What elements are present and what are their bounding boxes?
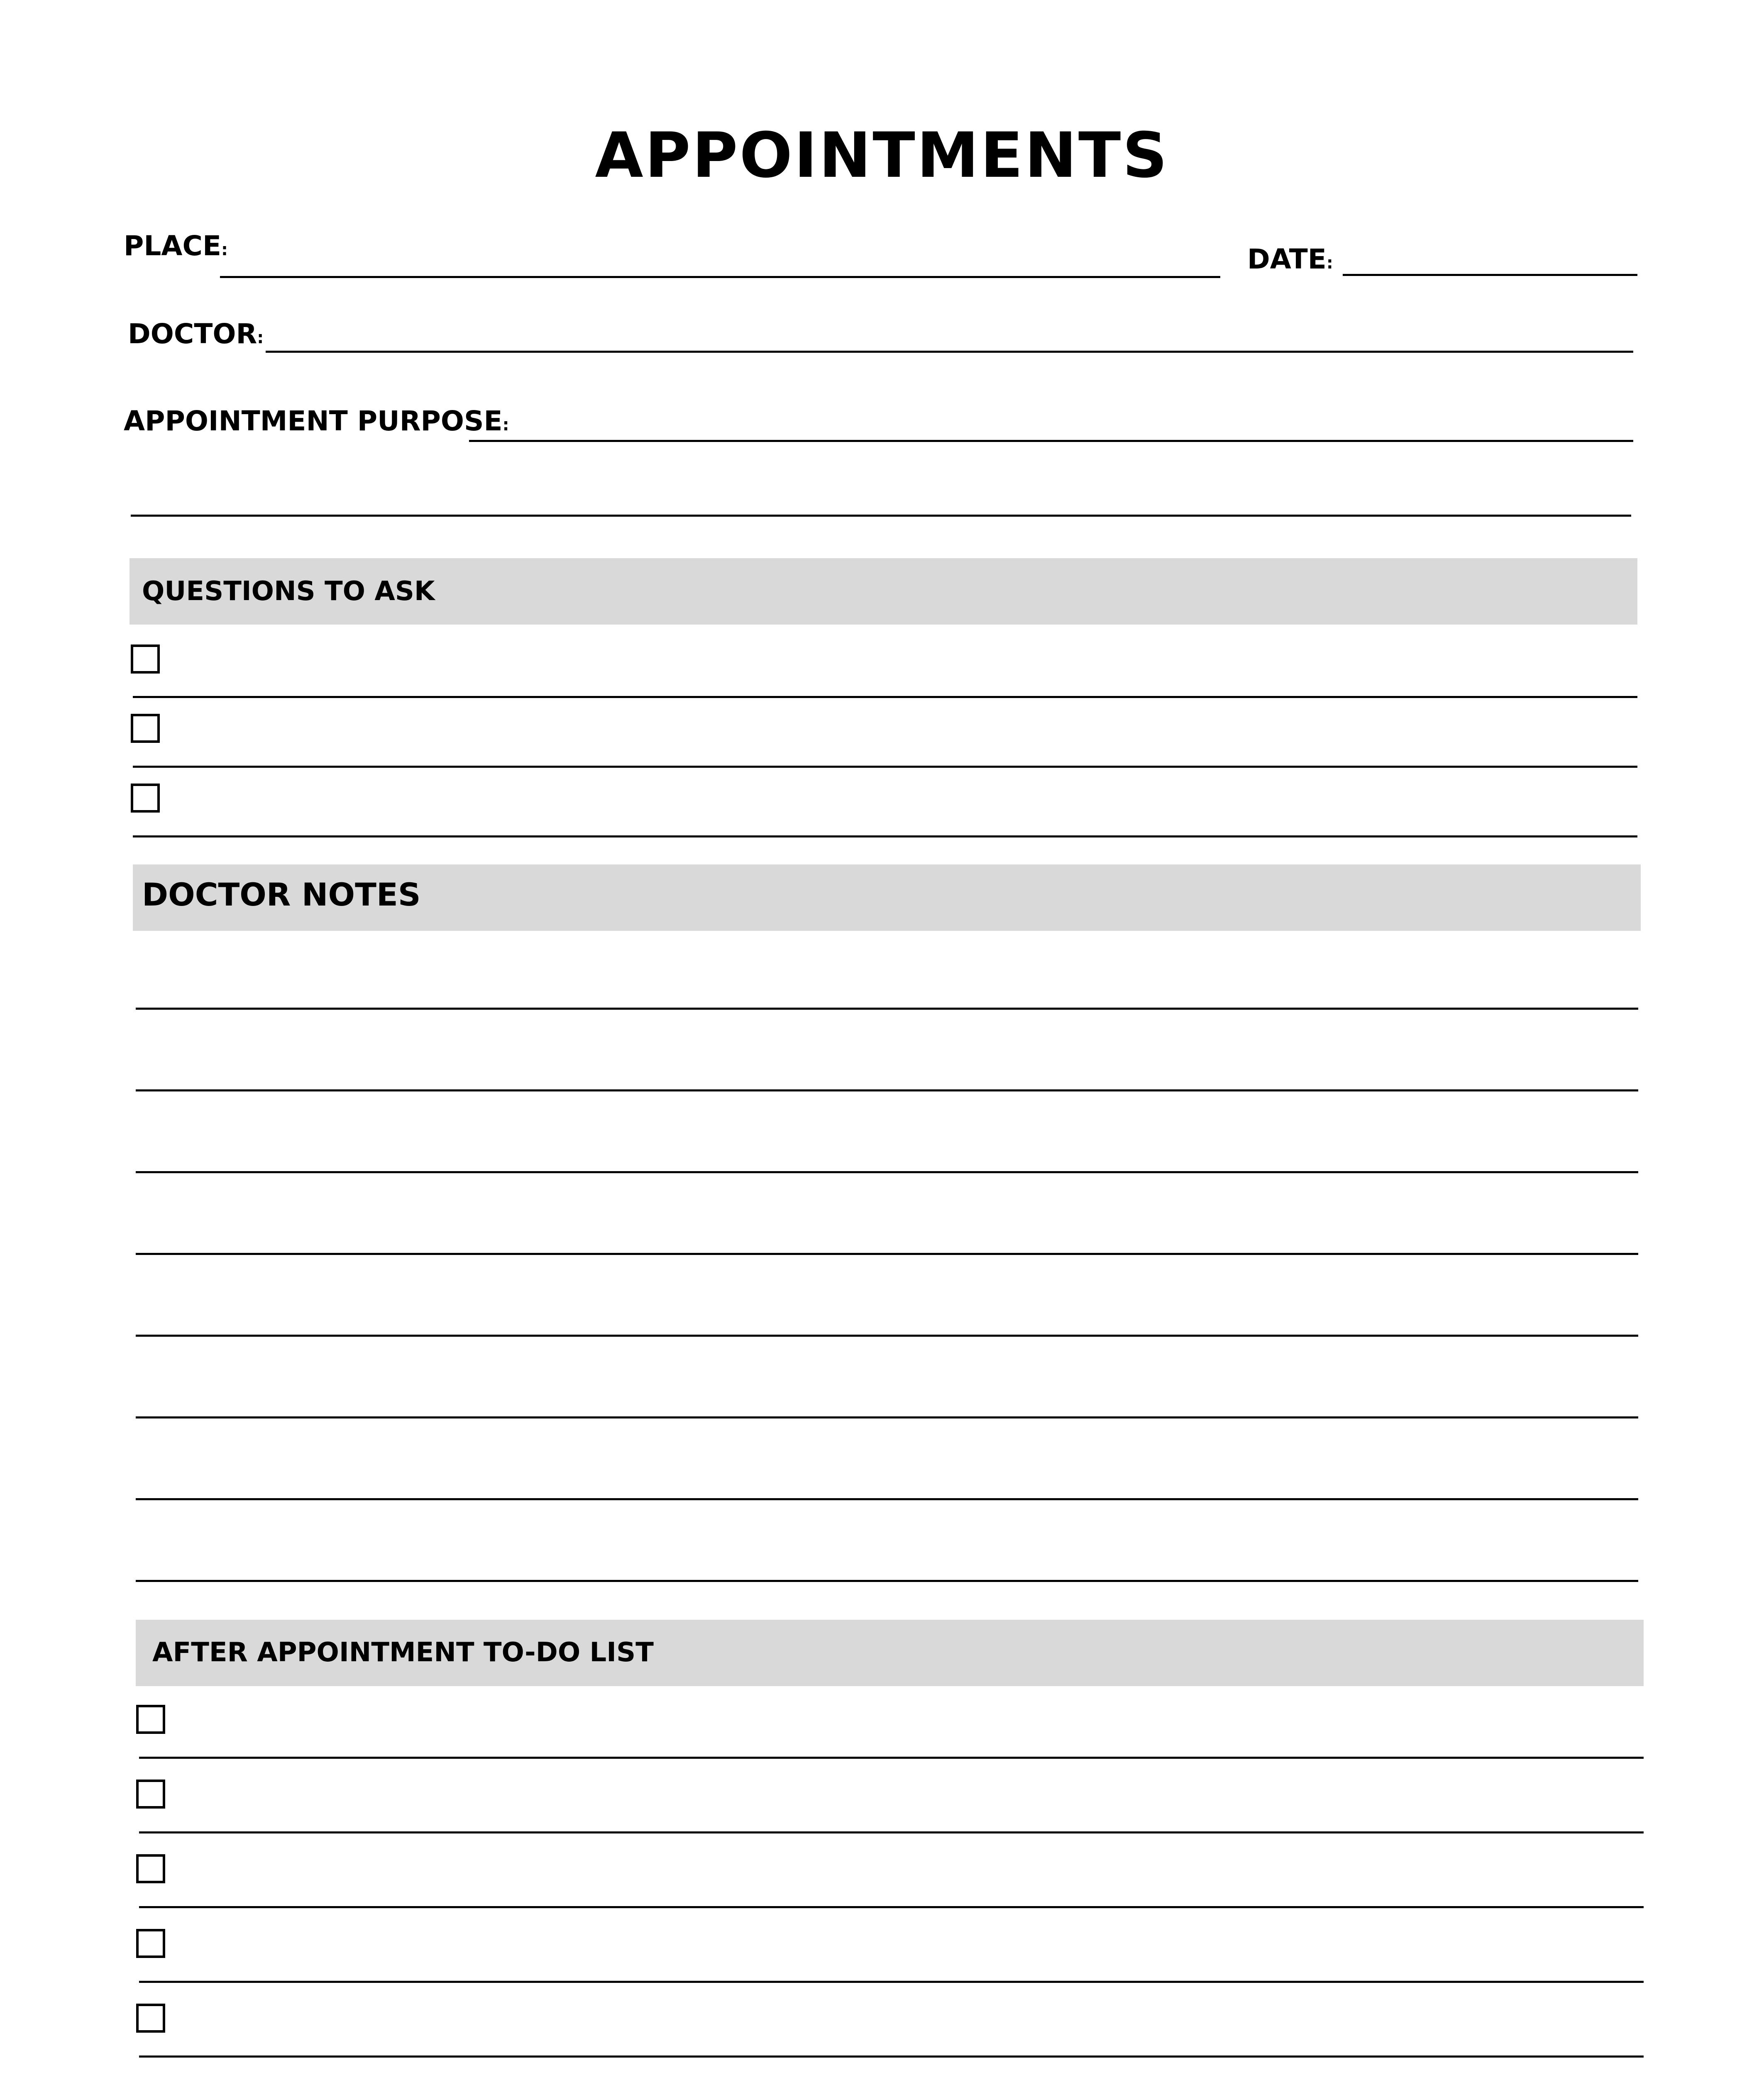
doctor-notes-section-title: DOCTOR NOTES (142, 876, 421, 913)
page-title: APPOINTMENTS (595, 120, 1169, 192)
purpose-label (124, 405, 509, 437)
question-line-1[interactable] (133, 696, 1637, 698)
todo-checkbox-2[interactable] (136, 1780, 165, 1809)
doctor-notes-line-5[interactable] (136, 1335, 1638, 1337)
todo-checkbox-4[interactable] (136, 1929, 165, 1958)
todo-checkbox-5[interactable] (136, 2004, 165, 2033)
date-label (1247, 243, 1333, 275)
doctor-notes-line-6[interactable] (136, 1416, 1638, 1418)
todo-line-1[interactable] (139, 1757, 1644, 1759)
doctor-label-colon: : (257, 328, 264, 347)
question-line-2[interactable] (133, 766, 1637, 768)
doctor-notes-line-3[interactable] (136, 1171, 1638, 1173)
questions-section-title: QUESTIONS TO ASK (142, 576, 435, 607)
question-checkbox-1[interactable] (131, 644, 160, 674)
question-line-3[interactable] (133, 835, 1637, 837)
date-label-text: DATE (1247, 243, 1327, 275)
todo-line-2[interactable] (139, 1831, 1644, 1833)
place-label-text: PLACE (124, 230, 222, 262)
doctor-label (128, 320, 264, 348)
purpose-label-colon: : (502, 415, 509, 435)
doctor-notes-line-7[interactable] (136, 1498, 1638, 1500)
question-checkbox-3[interactable] (131, 784, 160, 813)
todo-line-5[interactable] (139, 2055, 1644, 2058)
todo-section-title: AFTER APPOINTMENT TO-DO LIST (152, 1637, 654, 1668)
date-field[interactable] (1343, 274, 1637, 276)
doctor-label-text: DOCTOR (128, 318, 257, 350)
doctor-notes-line-4[interactable] (136, 1253, 1638, 1255)
todo-line-4[interactable] (139, 1981, 1644, 1983)
purpose-field[interactable] (469, 440, 1633, 442)
purpose-label-text: APPOINTMENT PURPOSE (124, 405, 503, 437)
question-checkbox-2[interactable] (131, 714, 160, 743)
todo-line-3[interactable] (139, 1906, 1644, 1908)
place-label-colon: : (221, 240, 228, 259)
doctor-notes-line-2[interactable] (136, 1089, 1638, 1091)
date-label-colon: : (1326, 254, 1333, 273)
purpose-field-continued[interactable] (131, 515, 1631, 517)
todo-checkbox-1[interactable] (136, 1705, 165, 1734)
doctor-notes-line-8[interactable] (136, 1580, 1638, 1582)
place-label (124, 232, 228, 260)
todo-checkbox-3[interactable] (136, 1854, 165, 1883)
doctor-field[interactable] (266, 351, 1633, 353)
place-field[interactable] (220, 276, 1220, 278)
doctor-notes-line-1[interactable] (136, 1008, 1638, 1010)
